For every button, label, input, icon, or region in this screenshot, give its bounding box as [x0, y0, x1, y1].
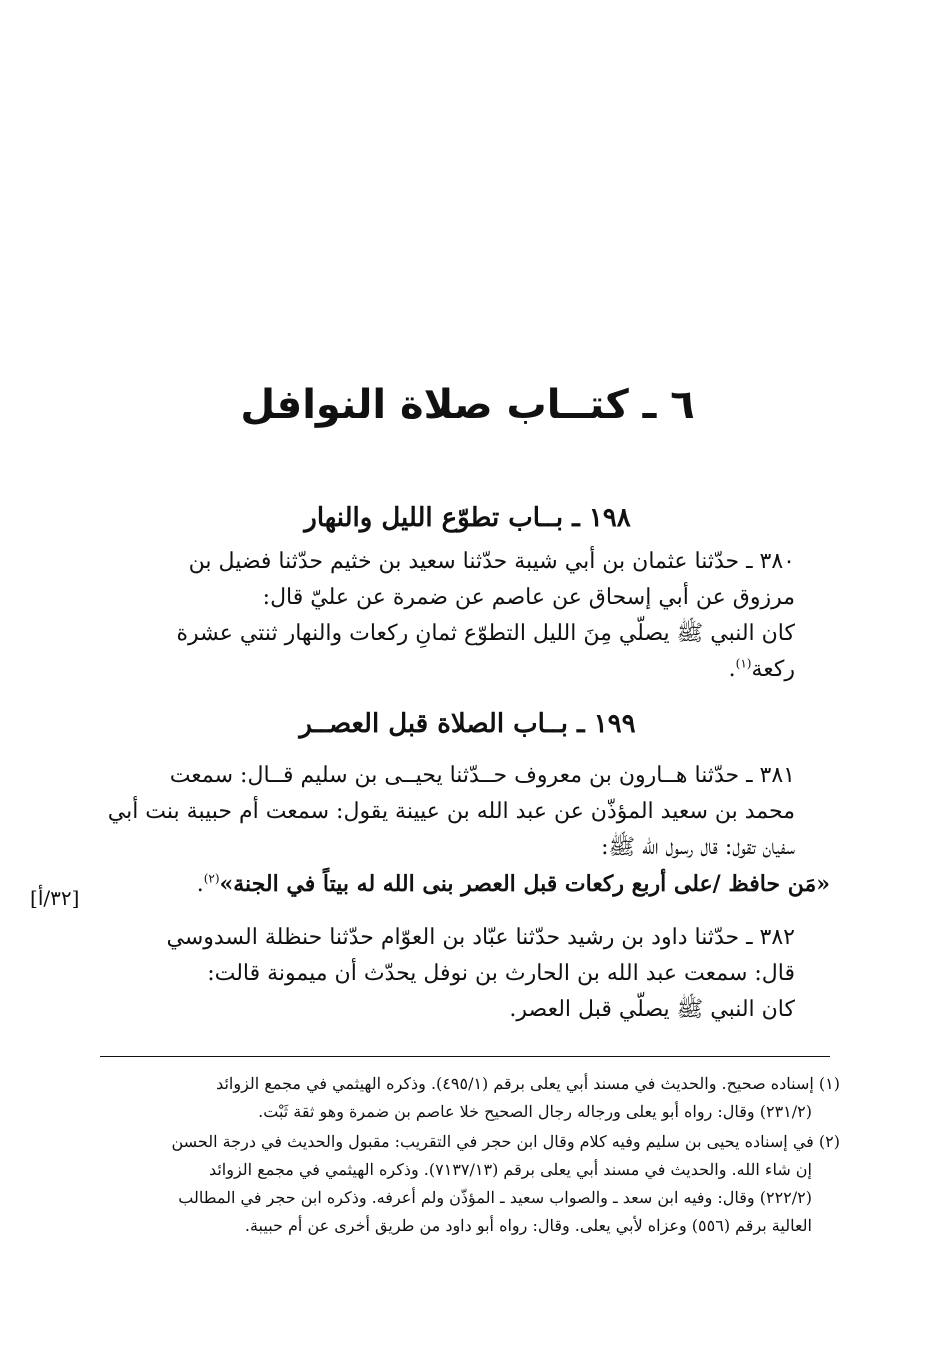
hadith-380-isnad — [100, 544, 830, 616]
hadith-381-isnad-line-1: ٣٨١ ـ حدّثنا هــارون بن معروف حــدّثنا يحيــى بن سليم قــال: سمعت — [169, 763, 795, 788]
footnote-2 — [95, 1128, 840, 1240]
footnote-2-line-4: العالية برقم (٥٥٦) وعزاه لأبي يعلى. وقال: رواه أبو داود من طريق أخرى عن أم حبيبة. — [244, 1216, 812, 1235]
margin-manuscript-ref: [٣٢/أ] — [30, 886, 80, 910]
hadith-382-isnad — [100, 920, 830, 992]
hadith-381-isnad-line-2: محمد بن سعيد المؤذّن عن عبد الله بن عيينة يقول: سمعت أم حبيبة بنت أبي — [107, 799, 795, 824]
footnote-divider — [100, 1056, 830, 1057]
footnote-ref-2: (٢) — [203, 871, 220, 886]
footnote-2-line-1-text: في إسناده يحيى بن سليم وفيه كلام وقال ابن حجر في التقريب: مقبول والحديث في درجة الحسن — [171, 1132, 814, 1151]
hadith-382-matn-line: كان النبي ﷺ يصلّي قبل العصر. — [509, 997, 795, 1022]
hadith-381 — [100, 758, 830, 903]
book-title: ٦ ـ كتــاب صلاة النوافل — [240, 381, 695, 428]
footnote-1-line-2: (٢٣١/٢) وقال: رواه أبو يعلى ورجاله رجال الصحيح خلا عاصم بن ضمرة وهو ثقة ثَبْت. — [258, 1102, 812, 1121]
hadith-381-matn — [100, 866, 830, 903]
hadith-382-matn — [100, 992, 830, 1028]
hadith-382-isnad-line-2: قال: سمعت عبد الله بن الحارث بن نوفل يحدّث أن ميمونة قالت: — [207, 961, 795, 986]
hadith-382-isnad-line-1: ٣٨٢ ـ حدّثنا داود بن رشيد حدّثنا عبّاد بن العوّام حدّثنا حنظلة السدوسي — [166, 925, 795, 950]
section-heading-198: ١٩٨ ـ بــاب تطوّع الليل والنهار — [304, 503, 631, 533]
hadith-380-isnad-line-2: مرزوق عن أبي إسحاق عن عاصم عن ضمرة عن عليّ قال: — [262, 585, 795, 610]
footnote-1 — [95, 1070, 840, 1126]
footnote-2-line-2: إن شاء الله. والحديث في مسند أبي يعلى برقم (٧١٣٧/١٣). وذكره الهيثمي في مجمع الزوائد — [208, 1160, 812, 1179]
hadith-382 — [100, 920, 830, 1028]
hadith-381-matn-text: «مَن حافظ /على أربع ركعات قبل العصر بنى الله له بيتاً في الجنة» — [219, 871, 830, 897]
footnote-ref-1: (١) — [735, 656, 752, 671]
hadith-381-isnad-line-3: سفيان تقول: قال رسول الله ﷺ: — [601, 835, 795, 860]
section-heading-199: ١٩٩ ـ بــاب الصلاة قبل العصــر — [299, 709, 636, 739]
footnote-1-line-1-text: إسناده صحيح. والحديث في مسند أبي يعلى برقم (٤٩٥/١). وذكره الهيثمي في مجمع الزوائد — [216, 1074, 814, 1093]
hadith-381-end: . — [196, 872, 204, 897]
hadith-380-matn — [100, 616, 830, 688]
footnote-1-number: (١) — [818, 1074, 840, 1093]
hadith-380-end: . — [728, 657, 736, 682]
hadith-380-matn-line-2-text: ركعة — [751, 657, 795, 682]
hadith-380-isnad-line-1: ٣٨٠ ـ حدّثنا عثمان بن أبي شيبة حدّثنا سعيد بن خثيم حدّثنا فضيل بن — [188, 549, 795, 574]
hadith-380 — [100, 544, 830, 688]
footnote-2-line-1 — [95, 1128, 840, 1156]
hadith-381-isnad — [100, 758, 830, 866]
footnote-2-line-3: (٢٢٢/٢) وقال: وفيه ابن سعد ـ والصواب سعيد ـ المؤذّن ولم أعرفه. وذكره ابن حجر في المطالب — [178, 1188, 812, 1207]
footnote-1-line-1 — [95, 1070, 840, 1098]
footnote-2-number: (٢) — [818, 1132, 840, 1151]
hadith-381-matn-line — [100, 866, 830, 903]
hadith-380-matn-line-1: كان النبي ﷺ يصلّي مِنَ الليل التطوّع ثمانِ ركعات والنهار ثنتي عشرة — [176, 621, 795, 646]
footnotes — [95, 1070, 840, 1242]
hadith-380-matn-line-2 — [100, 652, 830, 688]
